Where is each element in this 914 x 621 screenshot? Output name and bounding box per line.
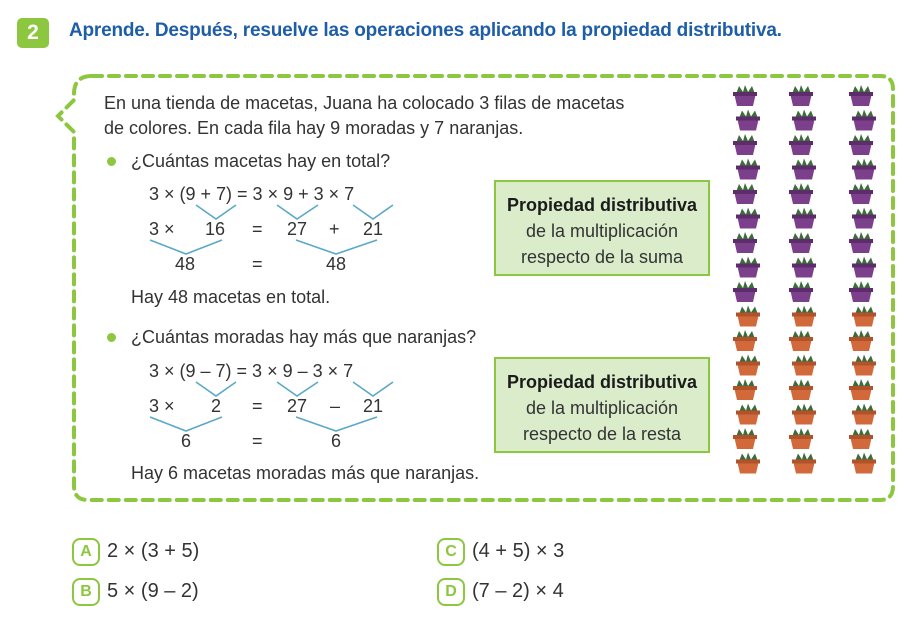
purple-pot-icon [849,232,873,253]
orange-pot-icon [852,404,876,425]
option-b-letter[interactable]: B [72,578,100,606]
q1-equation: 3 × (9 + 7) = 3 × 9 + 3 × 7 [149,184,355,204]
property-box-sum-title: Propiedad distributiva [506,195,698,215]
purple-pot-icon [733,232,757,253]
q1-row2-c: 27 [287,219,308,239]
flower-pots-illustration [733,85,876,474]
orange-pot-icon [733,379,757,400]
property-box-sum [494,180,710,276]
option-a-expression: 2 × (3 + 5) [107,540,200,562]
orange-pot-icon [852,453,876,474]
orange-pot-icon [736,453,760,474]
property-box-sum-line3: respecto de la suma [520,247,684,267]
purple-pot-icon [733,134,757,155]
purple-pot-icon [849,85,873,106]
q2-row2-eq: = [252,396,263,416]
q2-row2-op: – [330,396,341,416]
q2-equation: 3 × (9 – 7) = 3 × 9 – 3 × 7 [149,361,354,381]
purple-pot-icon [792,208,816,229]
purple-pot-icon [733,85,757,106]
q2-row3-a: 6 [181,431,192,451]
q2-answer: Hay 6 macetas moradas más que naranjas. [131,463,480,483]
orange-pot-icon [849,428,873,449]
purple-pot-icon [789,134,813,155]
orange-pot-icon [789,330,813,351]
orange-pot-icon [736,404,760,425]
q2-row2-b: 2 [211,396,222,416]
orange-pot-icon [789,379,813,400]
purple-pot-icon [849,134,873,155]
purple-pot-icon [792,159,816,180]
q1-row3-b: 48 [326,254,347,274]
purple-pot-icon [849,281,873,302]
q1-row3-a: 48 [175,254,196,274]
bullet-icon [107,157,116,166]
bullet-icon [107,333,116,342]
option-a-letter[interactable]: A [72,538,100,566]
property-box-sum-line2: de la multiplicación [525,221,679,241]
purple-pot-icon [789,281,813,302]
purple-pot-icon [789,183,813,204]
purple-pot-icon [736,208,760,229]
purple-pot-icon [733,281,757,302]
option-b-expression: 5 × (9 – 2) [107,580,199,602]
q1-question: ¿Cuántas macetas hay en total? [131,151,391,171]
purple-pot-icon [849,183,873,204]
purple-pot-icon [736,159,760,180]
q1-row2-eq: = [252,219,263,239]
option-c-expression: (4 + 5) × 3 [472,540,565,562]
orange-pot-icon [736,355,760,376]
bracket-lines [150,205,393,431]
q1-row2-a: 3 × [149,219,175,239]
property-box-difference-line3: respecto de la resta [522,424,682,444]
orange-pot-icon [849,330,873,351]
property-box-difference-line2: de la multiplicación [525,398,679,418]
q1-row2-d: 21 [363,219,384,239]
purple-pot-icon [852,257,876,278]
purple-pot-icon [792,110,816,131]
orange-pot-icon [792,355,816,376]
q2-row3-b: 6 [331,431,342,451]
orange-pot-icon [852,306,876,327]
q1-answer: Hay 48 macetas en total. [131,287,331,307]
q2-row2-d: 21 [363,396,384,416]
orange-pot-icon [852,355,876,376]
orange-pot-icon [849,379,873,400]
orange-pot-icon [792,306,816,327]
intro-line-2: de colores. En cada fila hay 9 moradas y 7 naranjas. [104,118,524,138]
option-d-letter[interactable]: D [437,578,465,606]
orange-pot-icon [789,428,813,449]
q1-row3-eq: = [252,254,263,274]
intro-line-1: En una tienda de macetas, Juana ha colocado 3 filas de macetas [104,93,625,113]
property-box-difference-title: Propiedad distributiva [506,372,698,392]
property-box-difference [494,357,710,453]
orange-pot-icon [792,453,816,474]
orange-pot-icon [792,404,816,425]
q2-row2-a: 3 × [149,396,175,416]
purple-pot-icon [789,85,813,106]
purple-pot-icon [736,257,760,278]
orange-pot-icon [733,428,757,449]
q2-row2-c: 27 [287,396,308,416]
q2-row3-eq: = [252,431,263,451]
exercise-number-badge: 2 [17,18,49,48]
q2-question: ¿Cuántas moradas hay más que naranjas? [131,327,477,347]
purple-pot-icon [733,183,757,204]
orange-pot-icon [736,306,760,327]
option-d-expression: (7 – 2) × 4 [472,580,564,602]
purple-pot-icon [736,110,760,131]
purple-pot-icon [852,159,876,180]
purple-pot-icon [852,208,876,229]
option-c-letter[interactable]: C [437,538,465,566]
q1-row2-op: + [329,219,340,239]
orange-pot-icon [733,330,757,351]
exercise-title: Aprende. Después, resuelve las operaciones aplicando la propiedad distributiva. [69,20,782,41]
purple-pot-icon [792,257,816,278]
q1-row2-b: 16 [205,219,226,239]
purple-pot-icon [852,110,876,131]
purple-pot-icon [789,232,813,253]
